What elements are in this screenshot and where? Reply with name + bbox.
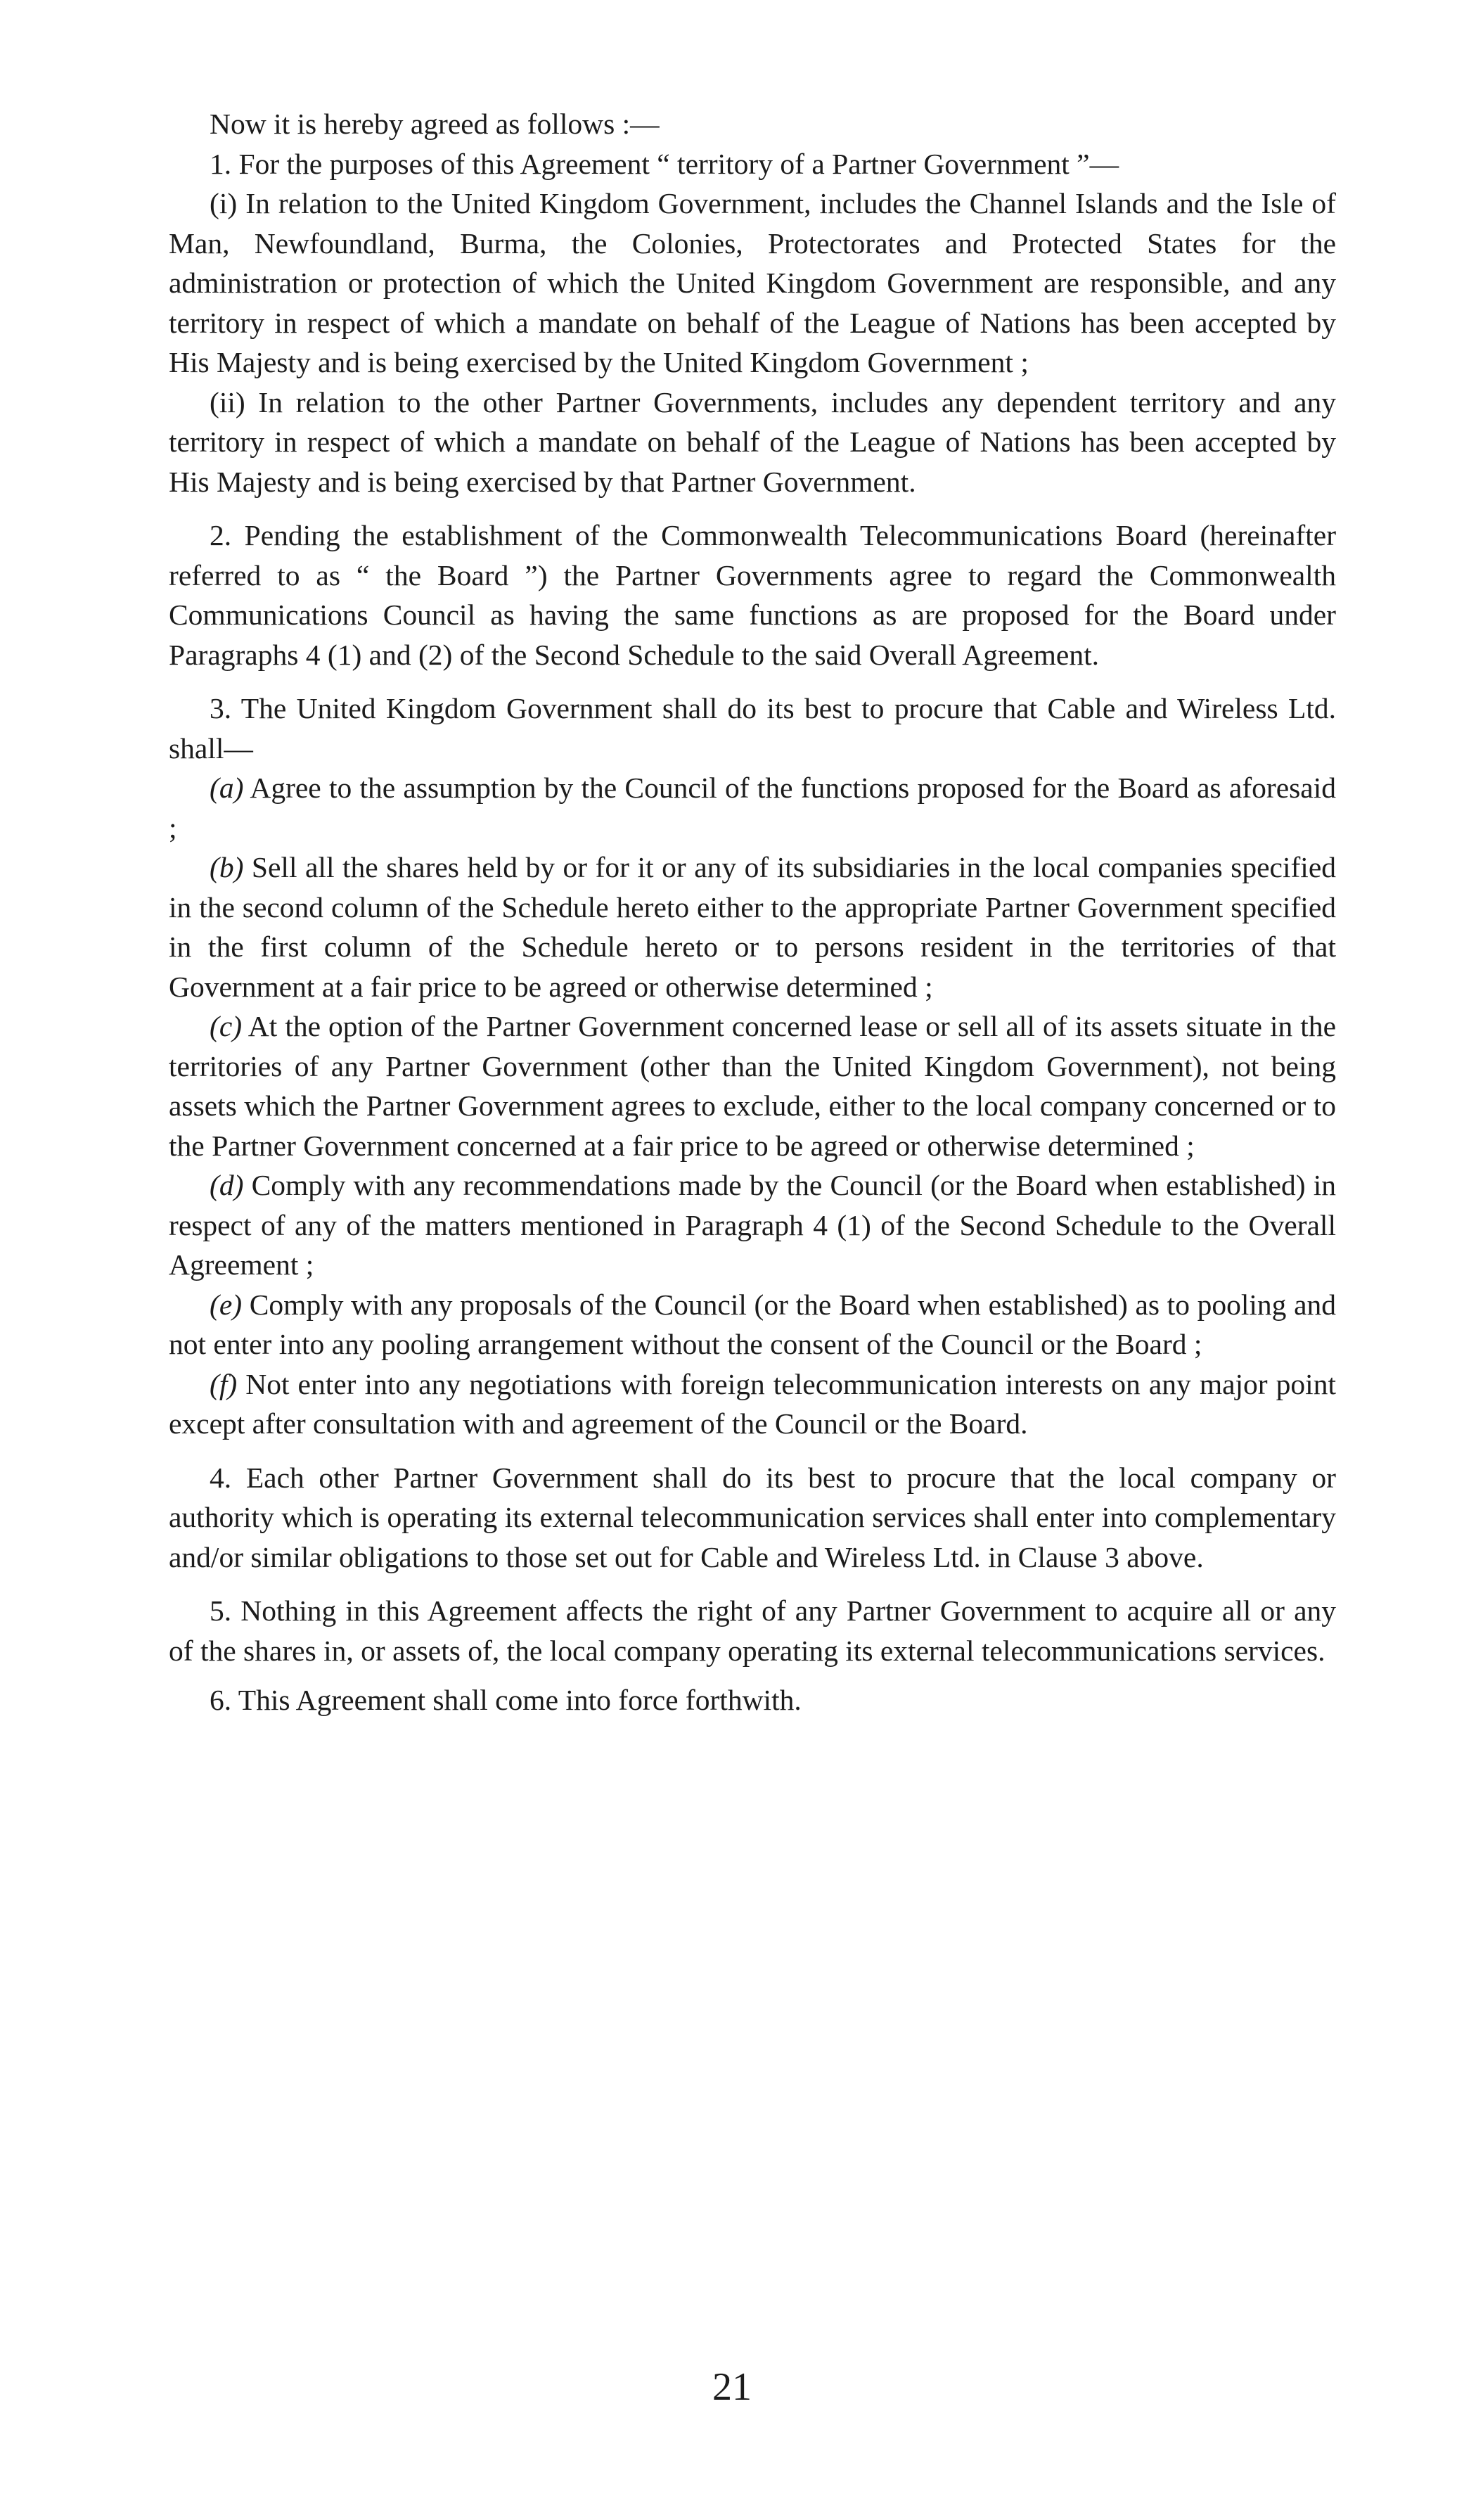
- item-text: At the option of the Partner Government concerned lease or sell all of its assets situate in the territories of any Partner Government (other than the United Kingdom Government), not being assets which the Partner Government agrees to exclude, either to the local company concerned or to the Partner Government concerned at a fair price to be agreed or otherwise determined ;: [169, 1010, 1336, 1162]
- item-text: Sell all the shares held by or for it or any of its subsidiaries in the local companies specified in the second column of the Schedule hereto either to the appropriate Partner Government specified in the first column of the Schedule hereto or to persons resident in the territories of that Government at a fair price to be agreed or otherwise determined ;: [169, 851, 1336, 1003]
- item-marker: (b): [210, 851, 244, 883]
- item-text: Comply with any recommendations made by the Council (or the Board when established) in respect of any of the matters mentioned in Paragraph 4 (1) of the Second Schedule to the Overall Agreement ;: [169, 1169, 1336, 1281]
- item-text: Not enter into any negotiations with foreign telecommunication interests on any major point except after consultation with and agreement of the Council or the Board.: [169, 1367, 1336, 1440]
- clause-4: [169, 1458, 1336, 1578]
- item-marker: (a): [210, 772, 244, 804]
- clause-3: [169, 689, 1336, 768]
- clause-text: For the purposes of this Agreement “ territory of a Partner Government ”—: [238, 147, 1119, 180]
- clause-3-item-e: [169, 1285, 1336, 1364]
- item-text: Comply with any proposals of the Council (or the Board when established) as to pooling and not enter into any pooling arrangement without the consent of the Council or the Board ;: [169, 1288, 1337, 1360]
- clause-number: 4.: [210, 1461, 232, 1494]
- item-marker: (ii): [210, 385, 245, 418]
- clause-text: Nothing in this Agreement affects the right of any Partner Government to acquire all or any of the shares in, or assets of, the local company operating its external telecommunications services.: [169, 1594, 1336, 1667]
- item-marker: (c): [210, 1010, 243, 1042]
- clause-text: The United Kingdom Government shall do its best to procure that Cable and Wireless Ltd. shall—: [169, 692, 1336, 765]
- clause-1-item-i: [169, 184, 1336, 383]
- clause-6: [169, 1680, 1336, 1720]
- clause-text: This Agreement shall come into force forthwith.: [238, 1684, 802, 1716]
- clause-number: 3.: [210, 692, 232, 724]
- page-number: 21: [712, 2365, 752, 2409]
- item-text: In relation to the United Kingdom Government, includes the Channel Islands and the Isle of Man, Newfoundland, Burma, the Colonies, Protectorates and Protected States for the administration or protection of which the United Kingdom Government are responsible, and any territory in respect of which a mandate on behalf of the League of Nations has been accepted by His Majesty and is being exercised by the United Kingdom Government ;: [169, 187, 1337, 378]
- item-marker: (f): [210, 1367, 238, 1400]
- document-page: [169, 104, 1336, 2446]
- clause-text: Pending the establishment of the Commonwealth Telecommunications Board (hereinafter referred to as “ the Board ”) the Partner Governments agree to regard the Commonwealth Communications Council as having the same functions as are proposed for the Board under Paragraphs 4 (1) and (2) of the Second Schedule to the said Overall Agreement.: [169, 519, 1337, 671]
- item-text: Agree to the assumption by the Council of the functions proposed for the Board as aforesaid ;: [169, 772, 1336, 844]
- clause-1-item-ii: [169, 383, 1336, 502]
- clause-1: [169, 144, 1336, 184]
- item-marker: (e): [210, 1288, 243, 1321]
- clause-2: [169, 516, 1336, 674]
- clause-3-item-f: [169, 1364, 1336, 1444]
- item-text: In relation to the other Partner Governments, includes any dependent territory and any territory in respect of which a mandate on behalf of the League of Nations has been accepted by His Majesty and is being exercised by that Partner Government.: [169, 385, 1336, 498]
- intro-text: Now it is hereby agreed as follows :—: [210, 108, 660, 140]
- clause-3-item-c: [169, 1006, 1336, 1165]
- clause-number: 1.: [210, 147, 232, 180]
- clause-text: Each other Partner Government shall do its best to procure that the local company or authority which is operating its external telecommunication services shall enter into complementary and/or similar obligations to those set out for Cable and Wireless Ltd. in Clause 3 above.: [169, 1461, 1336, 1573]
- clause-number: 5.: [210, 1594, 232, 1627]
- clause-3-item-b: [169, 848, 1336, 1006]
- clause-3-item-d: [169, 1165, 1336, 1285]
- clause-number: 6.: [210, 1684, 232, 1716]
- clause-5: [169, 1591, 1336, 1670]
- item-marker: (d): [210, 1169, 244, 1201]
- item-marker: (i): [210, 187, 238, 219]
- clause-3-item-a: [169, 768, 1336, 848]
- clause-number: 2.: [210, 519, 232, 551]
